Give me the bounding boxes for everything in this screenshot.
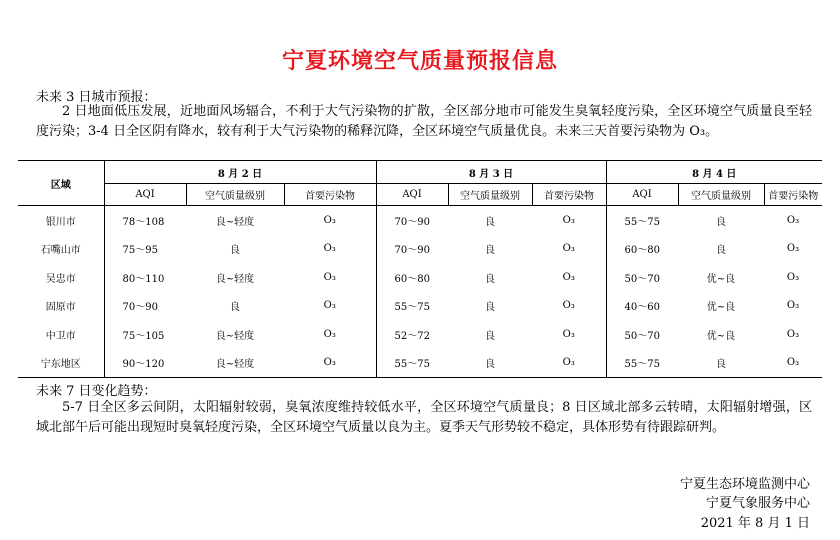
pollutant-cell: O₃: [786, 214, 800, 226]
level-cell: 良~轻度: [215, 330, 255, 342]
table-row: [18, 320, 822, 349]
level-cell: 良: [716, 245, 726, 257]
sub-header-pollutant: 首要污染物: [284, 184, 376, 206]
pollutant-cell: O₃: [786, 300, 800, 312]
level-cell: 良: [678, 349, 764, 378]
region-cell: 银川市: [45, 216, 76, 228]
pollutant-cell: O₃: [323, 243, 336, 255]
pollutant-cell: O₃: [323, 214, 336, 226]
level-cell: 优~良: [706, 302, 736, 314]
region-cell: 石嘴山市: [40, 245, 81, 257]
table-row: [18, 349, 822, 378]
pollutant-cell: O₃: [786, 243, 800, 255]
sub-header-aqi: AQI: [104, 184, 186, 206]
level-cell: 良: [485, 330, 495, 342]
aqi-cell: 75～95: [104, 235, 186, 264]
aqi-cell: 60～80: [376, 263, 448, 292]
pollutant-cell: O₃: [323, 300, 336, 312]
region-cell: 中卫市: [45, 330, 76, 342]
aqi-cell: 70～90: [376, 235, 448, 264]
pollutant-cell: O₃: [323, 328, 336, 340]
pollutant-cell: O₃: [323, 271, 336, 283]
level-cell: 良: [230, 302, 240, 314]
aqi-cell: 75～105: [104, 320, 186, 349]
pollutant-cell: O₃: [786, 328, 800, 340]
pollutant-cell: O₃: [562, 271, 575, 283]
region-header: 区域: [18, 161, 104, 206]
level-cell: 良~轻度: [186, 349, 284, 378]
region-cell: 宁东地区: [18, 349, 104, 378]
footer-date: 2021 年 8 月 1 日: [700, 516, 810, 531]
sub-header-level: 空气质量级别: [678, 184, 764, 206]
aqi-cell: 90～120: [104, 349, 186, 378]
page-title: 宁夏环境空气质量预报信息: [281, 48, 558, 74]
aqi-cell: 50～70: [606, 320, 678, 349]
aqi-cell: 80～110: [104, 263, 186, 292]
pollutant-cell: O₃: [764, 349, 822, 378]
forecast-3day-text: 2 日地面低压发展，近地面风场辐合，不利于大气污染物的扩散，全区部分地市可能发生臭氧轻度污染，全区环境空气质量良至轻度污染；3-4 日全区阴有降水，较有利于大气污染物的稀释沉降，全区环境空气质量优良。未来三天首要污染物为 O₃。: [36, 104, 812, 139]
pollutant-cell: O₃: [786, 271, 800, 283]
sub-header-aqi: AQI: [606, 184, 678, 206]
level-cell: 良: [230, 245, 240, 257]
sub-header-pollutant: 首要污染物: [532, 184, 606, 206]
date-header-3: 8 月 4 日: [606, 161, 822, 184]
sub-header-aqi: AQI: [376, 184, 448, 206]
level-cell: 良: [485, 273, 495, 285]
aqi-cell: 70～90: [376, 206, 448, 235]
level-cell: 良: [485, 302, 495, 314]
aqi-cell: 40～60: [606, 292, 678, 321]
region-cell: 固原市: [45, 302, 76, 314]
aqi-cell: 55～75: [376, 292, 448, 321]
trend-7day-text: 5-7 日全区多云间阴，太阳辐射较弱，臭氧浓度维持较低水平，全区环境空气质量良；8 日区域北部多云转晴，太阳辐射增强，区域北部午后可能出现短时臭氧轻度污染，全区环境空气质量以良为主。夏季天气形势较不稳定，具体形势有待跟踪研判。: [36, 400, 812, 435]
date-header-1: 8 月 2 日: [104, 161, 376, 184]
trend-7day-heading: 未来 7 日变化趋势：: [36, 384, 157, 399]
aqi-cell: 55～75: [606, 206, 678, 235]
footer-org-1: 宁夏生态环境监测中心: [679, 477, 810, 492]
level-cell: 良~轻度: [215, 216, 255, 228]
table-row: [18, 263, 822, 292]
pollutant-cell: O₃: [562, 214, 575, 226]
forecast-3day-heading: 未来 3 日城市预报：: [36, 90, 157, 105]
pollutant-cell: O₃: [562, 328, 575, 340]
sub-header-level: 空气质量级别: [186, 184, 284, 206]
level-cell: 良: [716, 216, 726, 228]
aqi-cell: 55～75: [606, 349, 678, 378]
pollutant-cell: O₃: [562, 243, 575, 255]
pollutant-cell: O₃: [284, 349, 376, 378]
pollutant-cell: O₃: [532, 349, 606, 378]
level-cell: 优~良: [706, 330, 736, 342]
table-row: [18, 235, 822, 264]
level-cell: 良~轻度: [215, 273, 255, 285]
table-row: [18, 292, 822, 321]
aqi-forecast-table: [18, 160, 822, 378]
aqi-cell: 52～72: [376, 320, 448, 349]
aqi-cell: 50～70: [606, 263, 678, 292]
sub-header-level: 空气质量级别: [448, 184, 532, 206]
level-cell: 优~良: [706, 273, 736, 285]
aqi-cell: 55～75: [376, 349, 448, 378]
level-cell: 良: [485, 245, 495, 257]
aqi-cell: 70～90: [104, 292, 186, 321]
pollutant-cell: O₃: [562, 300, 575, 312]
level-cell: 良: [448, 349, 532, 378]
table-row: [18, 206, 822, 235]
region-cell: 吴忠市: [45, 273, 76, 285]
level-cell: 良: [485, 216, 495, 228]
aqi-cell: 78～108: [104, 206, 186, 235]
sub-header-pollutant: 首要污染物: [764, 184, 822, 206]
aqi-cell: 60～80: [606, 235, 678, 264]
footer-org-2: 宁夏气象服务中心: [705, 496, 810, 511]
date-header-2: 8 月 3 日: [376, 161, 606, 184]
